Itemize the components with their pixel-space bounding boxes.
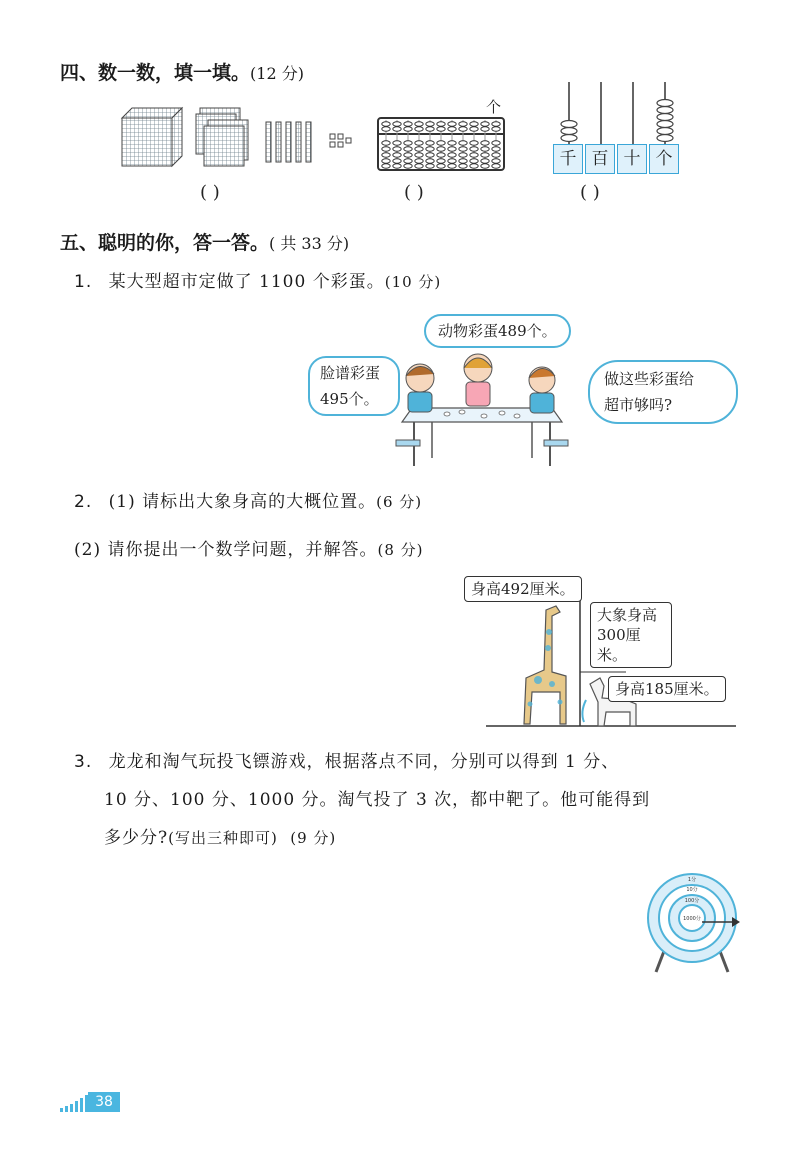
abacus-bead [426, 127, 434, 131]
abacus-bead [470, 153, 478, 157]
abacus-bead [470, 122, 478, 126]
section4-title-text: 四、数一数，填一填。 [60, 62, 251, 84]
abacus-bead [426, 164, 434, 168]
spike-abacus [554, 80, 682, 150]
question-2-part1-text: (1) 请标出大象身高的大概位置。 [108, 492, 377, 512]
section5-title [60, 228, 349, 255]
question-1-note: (10 分) [384, 273, 442, 291]
abacus-bead [448, 159, 456, 163]
question-2-part2-note: (8 分) [377, 541, 424, 559]
abacus-bead [415, 164, 423, 168]
abacus-bead [404, 159, 412, 163]
abacus-bead [448, 153, 456, 157]
place-tens: 十 [617, 144, 647, 174]
abacus-bead [437, 127, 445, 131]
abacus-bead [437, 147, 445, 151]
answer-blank-3[interactable]: ( ) [580, 182, 600, 203]
horse-height-label: 身高185厘米。 [608, 676, 726, 702]
abacus-bead [404, 147, 412, 151]
giraffe-figure [524, 606, 566, 724]
question-1 [74, 268, 441, 296]
place-value-row [553, 144, 679, 174]
abacus-ones-label: 个 [486, 98, 502, 116]
elephant-label-line1: 大象身高 [597, 606, 658, 624]
abacus-bead [481, 164, 489, 168]
question-3-line1-text: 龙龙和淘气玩投飞镖游戏，根据落点不同，分别可以得到 1 分、 [108, 752, 620, 772]
abacus-bead [437, 141, 445, 145]
page-number: 38 [88, 1092, 120, 1112]
section5-note: ( 共 33 分) [269, 234, 350, 253]
abacus-bead [415, 153, 423, 157]
abacus-bead [448, 127, 456, 131]
abacus-bead [426, 122, 434, 126]
question-bubble-line2: 超市够吗? [604, 396, 673, 414]
base-ten-blocks-illustration [118, 104, 358, 174]
abacus-bead [404, 122, 412, 126]
abacus-bead [382, 159, 390, 163]
question-3-line1 [74, 748, 764, 776]
abacus-bead [415, 127, 423, 131]
answer-blank-1[interactable]: ( ) [200, 182, 220, 203]
kids-table-illustration [392, 350, 572, 470]
question-2-part2-text: (2) 请你提出一个数学问题，并解答。 [74, 540, 378, 560]
suanpan-abacus [376, 116, 506, 172]
abacus-bead [404, 153, 412, 157]
mask-eggs-line1: 脸谱彩蛋 [320, 364, 381, 382]
abacus-bead [470, 147, 478, 151]
abacus-bead [382, 153, 390, 157]
section4-note: (12 分) [250, 64, 304, 83]
unit-cubes [330, 134, 351, 147]
abacus-bead [459, 141, 467, 145]
abacus-bead [492, 164, 500, 168]
question-3-line3-text: 多少分? [104, 828, 169, 848]
abacus-bead [415, 159, 423, 163]
question-3-note: (9 分) [290, 829, 337, 847]
abacus-bead [404, 164, 412, 168]
elephant-height-label [590, 602, 672, 668]
abacus-bead [448, 122, 456, 126]
abacus-bead [404, 127, 412, 131]
abacus-bead [404, 141, 412, 145]
abacus-bead [382, 122, 390, 126]
abacus-bead [382, 147, 390, 151]
abacus-bead [448, 147, 456, 151]
abacus-bead [492, 141, 500, 145]
question-3-line2: 10 分、100 分、1000 分。淘气投了 3 次，都中靶了。他可能得到 [104, 790, 651, 810]
question-3-line3 [104, 824, 764, 852]
abacus-bead [481, 159, 489, 163]
question-2-part1 [74, 488, 422, 516]
question-3-hint: (写出三种即可) [168, 829, 278, 847]
abacus-bead [481, 147, 489, 151]
target-label-100: 100分 [684, 898, 700, 904]
target-label-1: 1分 [687, 877, 697, 883]
abacus-bead [415, 147, 423, 151]
elephant-label-line2: 300厘米。 [597, 626, 641, 664]
abacus-bead [470, 164, 478, 168]
abacus-bead [481, 122, 489, 126]
abacus-bead [459, 127, 467, 131]
abacus-bead [492, 127, 500, 131]
abacus-bead [426, 159, 434, 163]
abacus-bead [426, 153, 434, 157]
abacus-bead [437, 164, 445, 168]
abacus-bead [470, 141, 478, 145]
abacus-bead [481, 153, 489, 157]
abacus-bead [459, 122, 467, 126]
abacus-bead [415, 122, 423, 126]
ten-rods [266, 122, 311, 162]
abacus-bead [459, 147, 467, 151]
giraffe-height-label: 身高492厘米。 [464, 576, 582, 602]
abacus-bead [382, 164, 390, 168]
abacus-bead [393, 127, 401, 131]
abacus-bead [437, 159, 445, 163]
page-bars-icon [60, 1094, 88, 1112]
question-2-part2 [74, 536, 424, 564]
question-1-number: 1. [74, 272, 93, 292]
question-1-text: 某大型超市定做了 1100 个彩蛋。 [108, 272, 385, 292]
abacus-bead [382, 141, 390, 145]
question-3 [74, 748, 764, 852]
dart-target-illustration [642, 870, 742, 976]
abacus-bead [393, 159, 401, 163]
place-thousands: 千 [553, 144, 583, 174]
speech-bubble-question [588, 360, 738, 424]
abacus-bead [393, 147, 401, 151]
question-bubble-line1: 做这些彩蛋给 [604, 370, 695, 388]
question-2-part1-note: (6 分) [376, 493, 423, 511]
abacus-bead [492, 122, 500, 126]
abacus-bead [393, 141, 401, 145]
abacus-bead [448, 164, 456, 168]
abacus-bead [492, 159, 500, 163]
thousand-cube [122, 108, 182, 166]
target-label-1000: 1000分 [683, 916, 701, 922]
abacus-bead [470, 127, 478, 131]
question-3-number: 3. [74, 752, 93, 772]
abacus-bead [415, 141, 423, 145]
abacus-bead [481, 141, 489, 145]
abacus-bead [459, 153, 467, 157]
answer-blank-2[interactable]: ( ) [404, 182, 424, 203]
abacus-bead [382, 127, 390, 131]
abacus-bead [426, 141, 434, 145]
abacus-bead [426, 147, 434, 151]
abacus-bead [459, 164, 467, 168]
abacus-bead [393, 153, 401, 157]
abacus-bead [393, 164, 401, 168]
hundred-flats [196, 108, 248, 166]
place-ones: 个 [649, 144, 679, 174]
speech-bubble-animal-eggs: 动物彩蛋489个。 [424, 314, 571, 348]
abacus-bead [470, 159, 478, 163]
abacus-bead [492, 147, 500, 151]
abacus-bead [448, 141, 456, 145]
abacus-bead [459, 159, 467, 163]
abacus-bead [437, 153, 445, 157]
section5-title-text: 五、聪明的你，答一答。 [60, 232, 270, 254]
section4-title [60, 58, 304, 85]
mask-eggs-line2: 495个。 [320, 390, 379, 408]
target-label-10: 10分 [686, 887, 698, 893]
speech-bubble-mask-eggs [308, 356, 400, 416]
question-2-number: 2. [74, 492, 93, 512]
abacus-bead [437, 122, 445, 126]
abacus-bead [481, 127, 489, 131]
abacus-bead [492, 153, 500, 157]
abacus-bead [393, 122, 401, 126]
place-hundreds: 百 [585, 144, 615, 174]
